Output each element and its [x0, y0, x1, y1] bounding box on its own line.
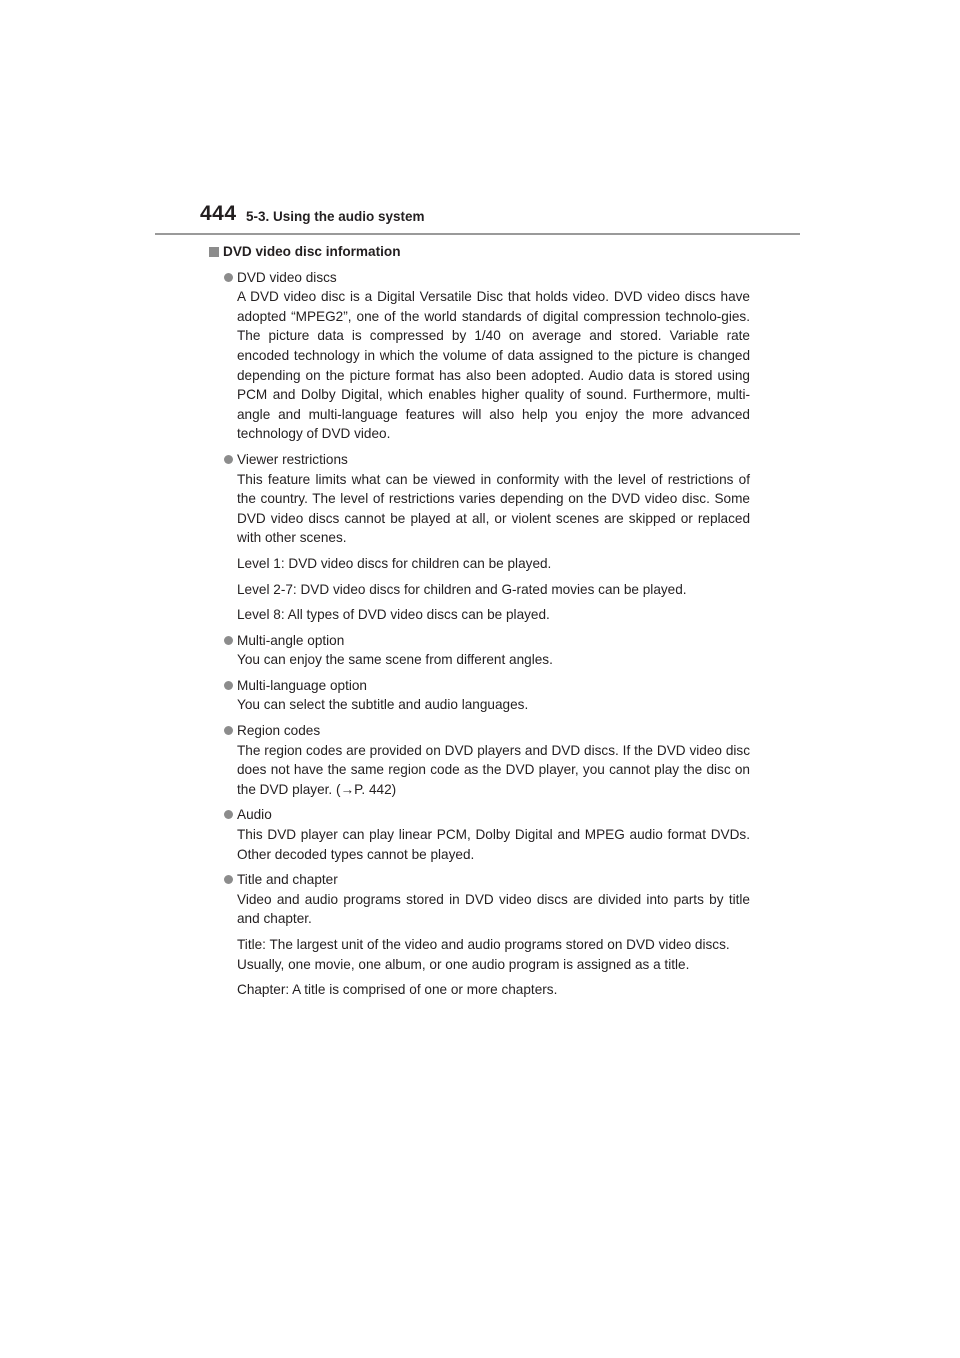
header-rule — [155, 233, 800, 235]
item-title: Multi-language option — [237, 677, 367, 693]
list-item-title-and-chapter — [210, 870, 750, 1000]
list-item-viewer-restrictions — [210, 450, 750, 625]
item-body: You can enjoy the same scene from different angles. — [237, 652, 553, 668]
circle-bullet-icon — [224, 273, 233, 282]
item-body: The region codes are provided on DVD players and DVD discs. If the DVD video disc does not have the same region code as the DVD player, you cannot play the disc on the DVD player. (→P. 442) — [237, 742, 750, 797]
list-item-region-codes — [210, 721, 750, 799]
item-body: You can select the subtitle and audio languages. — [237, 697, 529, 713]
chapter-definition-text: Chapter: A title is comprised of one or more chapters. — [237, 982, 558, 998]
section-heading — [210, 242, 750, 262]
page-number: 444 — [200, 202, 237, 225]
list-item-dvd-video-discs — [210, 268, 750, 444]
level-2-7-text: Level 2-7: DVD video discs for children and G-rated movies can be played. — [237, 581, 687, 597]
item-body: This feature limits what can be viewed in conformity with the level of restrictions of the country. The level of restrictions varies depending on the DVD video disc. Some DVD video discs cannot be played at all, or violent scenes are skipped or replaced with other scenes. — [237, 471, 750, 546]
item-body: A DVD video disc is a Digital Versatile Disc that holds video. DVD video discs have adopted “MPEG2”, one of the world standards of digital compression technolo-gies. The picture data is compressed by 1/40 on average and stored. Variable rate encoded technology in which the volume of data assigned to the picture is changed depending on the picture format has also been adopted. Audio data is stored using PCM and Dolby Digital, which enables higher quality of sound. Furthermore, multi-angle and multi-language features will also help you enjoy the more advanced technology of DVD video. — [237, 289, 750, 442]
section-heading-text: DVD video disc information — [223, 244, 401, 259]
circle-bullet-icon — [224, 636, 233, 645]
item-body: Video and audio programs stored in DVD video discs are divided into parts by title and chapter. — [237, 891, 750, 927]
item-title: Region codes — [237, 723, 321, 739]
square-bullet-icon — [209, 247, 219, 257]
list-item-multi-angle — [210, 631, 750, 670]
item-title: Multi-angle option — [237, 632, 345, 648]
list-item-audio — [210, 805, 750, 864]
list-item-multi-language — [210, 676, 750, 715]
circle-bullet-icon — [224, 726, 233, 735]
circle-bullet-icon — [224, 681, 233, 690]
section-title: 5-3. Using the audio system — [246, 209, 425, 224]
circle-bullet-icon — [224, 455, 233, 464]
level-1-text: Level 1: DVD video discs for children can be played. — [237, 555, 552, 571]
page-header — [200, 202, 800, 236]
level-8-text: Level 8: All types of DVD video discs can be played. — [237, 607, 550, 623]
item-title: Viewer restrictions — [237, 451, 348, 467]
page-content — [210, 242, 750, 1000]
item-body: This DVD player can play linear PCM, Dolby Digital and MPEG audio format DVDs. Other decoded types cannot be played. — [237, 827, 750, 862]
item-title: Title and chapter — [237, 872, 338, 888]
item-title: DVD video discs — [237, 269, 337, 285]
circle-bullet-icon — [224, 875, 233, 884]
item-title: Audio — [237, 807, 272, 823]
circle-bullet-icon — [224, 810, 233, 819]
title-definition-text: Title: The largest unit of the video and audio programs stored on DVD video discs. Usually, one movie, one album, or one audio program is assigned as a title. — [237, 937, 730, 972]
